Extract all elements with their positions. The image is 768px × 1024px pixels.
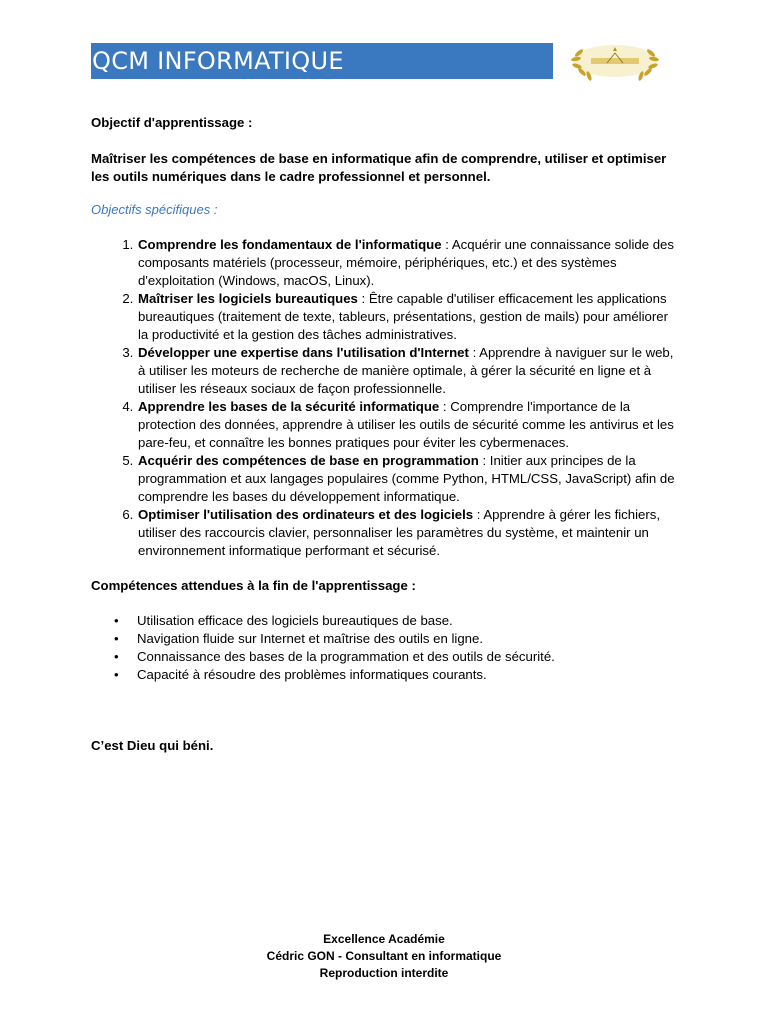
- item-heading: Apprendre les bases de la sécurité informatique: [138, 399, 440, 414]
- item-heading: Optimiser l'utilisation des ordinateurs et des logiciels: [138, 507, 474, 522]
- footer-organization: Excellence Académie: [323, 932, 445, 946]
- item-body: : Comprendre l'importance de la protection des données, apprendre à utiliser les outils de sécurité comme les antivirus et les pare-feu, et connaître les bonnes pratiques pour éviter les cybermenaces.: [138, 399, 674, 450]
- item-heading: Maîtriser les logiciels bureautiques: [138, 291, 358, 306]
- item-body: : Apprendre à gérer les fichiers, utiliser des raccourcis clavier, personnaliser les paramètres du système, et maintenir un environnement informatique performant et sécurisé.: [138, 507, 661, 558]
- expected-skills-list: [91, 612, 681, 684]
- list-item: [137, 290, 681, 344]
- list-item: • Utilisation efficace des logiciels bureautiques de base.: [137, 612, 681, 630]
- list-item: [137, 236, 681, 290]
- objective-text: Maîtriser les compétences de base en informatique afin de comprendre, utiliser et optimiser les outils numériques dans le cadre professionnel et personnel.: [91, 151, 667, 184]
- expected-skills-title: Compétences attendues à la fin de l'apprentissage :: [91, 578, 416, 593]
- footer-notice: Reproduction interdite: [319, 966, 449, 980]
- list-item: [137, 344, 681, 398]
- title-banner: [91, 43, 553, 79]
- item-heading: Acquérir des compétences de base en programmation: [138, 453, 479, 468]
- item-body: : Acquérir une connaissance solide des composants matériels (processeur, mémoire, périphériques, etc.) et des systèmes d'exploitation (Windows, macOS, Linux).: [138, 237, 674, 288]
- gold-laurel-wreath-logo-icon: [569, 41, 661, 81]
- objective-label: Objectif d'apprentissage :: [91, 115, 253, 130]
- item-body: : Apprendre à naviguer sur le web, à utiliser les moteurs de recherche de manière optimale, à gérer la sécurité en ligne et à utiliser les réseaux sociaux de façon professionnelle.: [138, 345, 674, 396]
- page-footer: [0, 931, 768, 982]
- item-body: : Être capable d'utiliser efficacement les applications bureautiques (traitement de texte, tableurs, présentations, gestion de mails) pour améliorer la productivité et la gestion des tâches administratives.: [138, 291, 668, 342]
- item-heading: Développer une expertise dans l'utilisation d'Internet: [138, 345, 469, 360]
- list-item: [137, 398, 681, 452]
- page-title: QCM INFORMATIQUE: [92, 47, 344, 75]
- document-body: [91, 114, 681, 755]
- list-item: [137, 506, 681, 560]
- list-item: • Capacité à résoudre des problèmes informatiques courants.: [137, 666, 681, 684]
- specific-objectives-title: Objectifs spécifiques :: [91, 202, 218, 217]
- list-item: • Navigation fluide sur Internet et maîtrise des outils en ligne.: [137, 630, 681, 648]
- item-body: : Initier aux principes de la programmation et aux langages populaires (comme Python, HTML/CSS, JavaScript) afin de comprendre les bases du développement informatique.: [138, 453, 675, 504]
- list-item: [137, 452, 681, 506]
- closing-statement: C’est Dieu qui béni.: [91, 738, 214, 753]
- specific-objectives-list: [91, 236, 681, 560]
- list-item: • Connaissance des bases de la programmation et des outils de sécurité.: [137, 648, 681, 666]
- footer-author: Cédric GON - Consultant en informatique: [266, 949, 502, 963]
- item-heading: Comprendre les fondamentaux de l'informatique: [138, 237, 442, 252]
